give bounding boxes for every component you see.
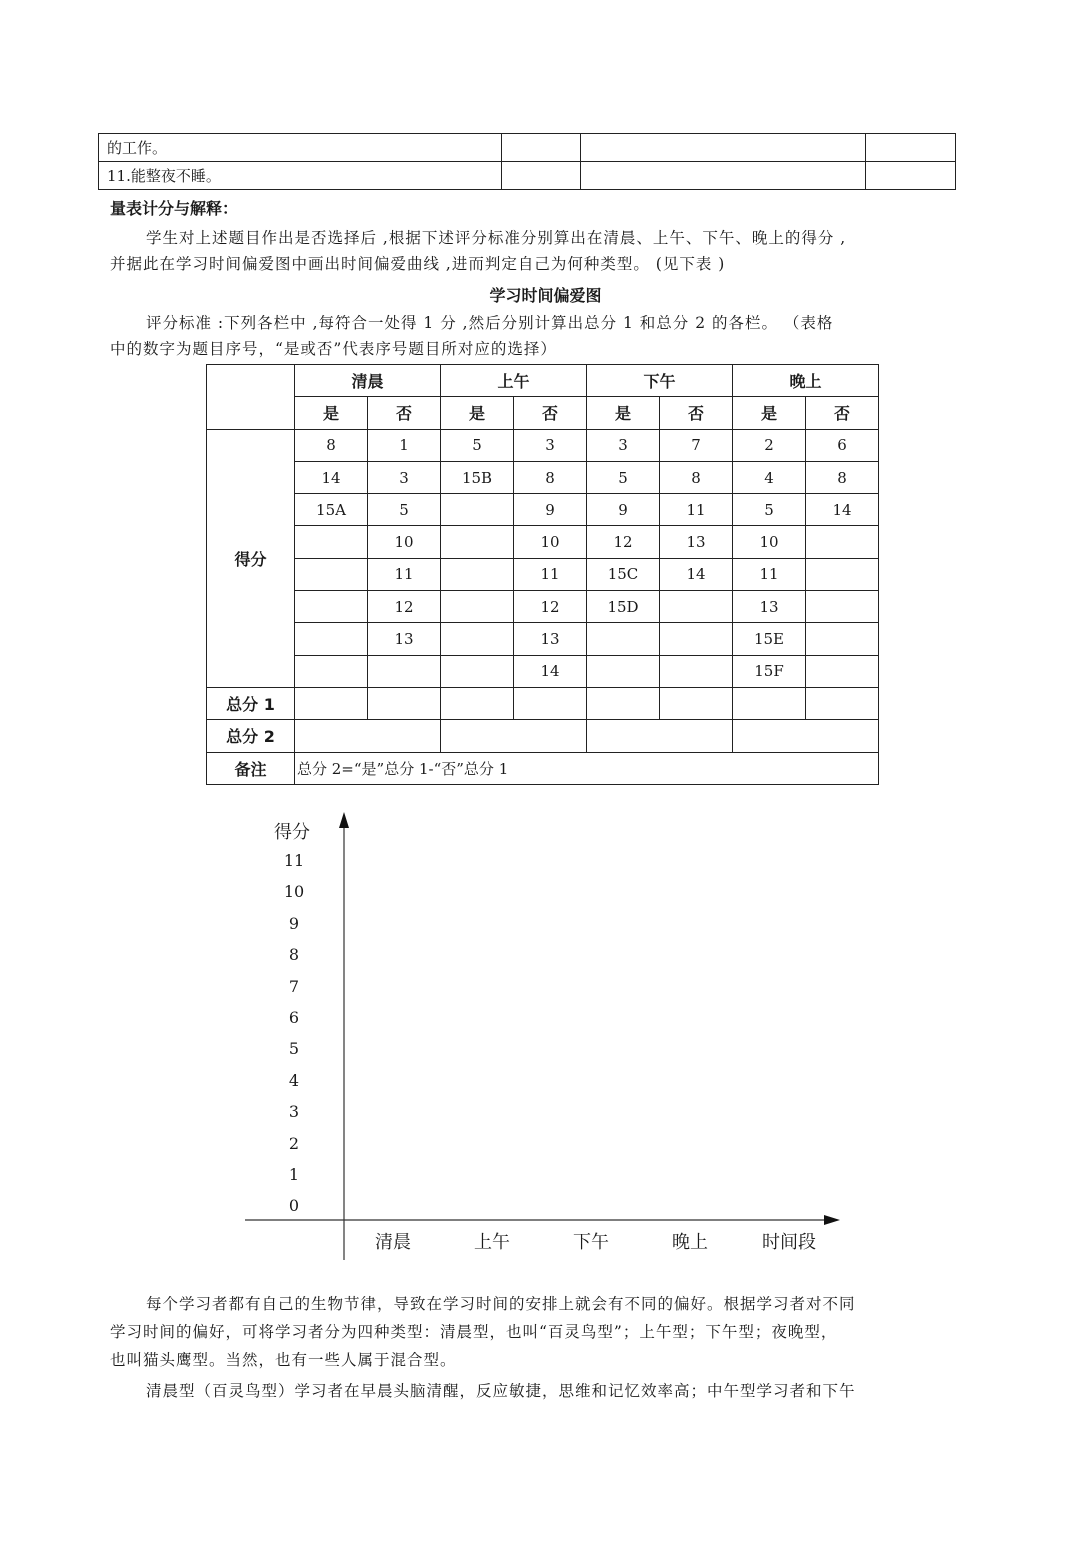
period-header: 清晨: [295, 365, 441, 397]
x-tick-label: 下午: [573, 1232, 609, 1253]
score-cell: 15A: [295, 494, 368, 526]
y-tick-label: 8: [288, 945, 300, 965]
yes-header: 是: [733, 397, 806, 429]
y-tick-label: 5: [288, 1039, 300, 1059]
criteria-line-1: 评分标准 :下列各栏中 ,每符合一处得 1 分 ,然后分别计算出总分 1 和总分 2 的各栏。 （表格: [146, 314, 834, 332]
score-cell: 11: [733, 558, 806, 590]
score-cell: 12: [587, 526, 660, 558]
yes-header: 是: [587, 397, 660, 429]
x-axis-arrow: [824, 1215, 840, 1225]
score-cell: 5: [368, 494, 441, 526]
y-tick-label: 10: [283, 882, 305, 902]
score-cell: 15B: [441, 461, 514, 493]
period-header: 晚上: [733, 365, 879, 397]
score-cell: 2: [733, 429, 806, 461]
score-cell: 14: [660, 558, 733, 590]
score-cell: 5: [587, 461, 660, 493]
score-cell: 10: [368, 526, 441, 558]
figure-title: 学习时间偏爱图: [489, 286, 602, 305]
section-title: 量表计分与解释：: [110, 199, 239, 218]
no-header: 否: [660, 397, 733, 429]
score-cell: 10: [514, 526, 587, 558]
score-cell: 12: [514, 591, 587, 623]
intro-line-2: 并据此在学习时间偏爱图中画出时间偏爱曲线 ,进而判定自己为何种类型。 (见下表 ): [110, 255, 726, 273]
body-para1-line1: 每个学习者都有自己的生物节律，导致在学习时间的安排上就会有不同的偏好。根据学习者对不同: [146, 1295, 856, 1313]
score-cell: 11: [660, 494, 733, 526]
y-tick-label: 2: [288, 1133, 300, 1153]
score-cell: 8: [295, 429, 368, 461]
y-tick-label: 4: [288, 1070, 300, 1090]
total1-label: 总分 1: [207, 687, 295, 719]
y-tick-label: 3: [288, 1102, 300, 1122]
score-cell: 15E: [733, 623, 806, 655]
score-cell: 13: [514, 623, 587, 655]
score-cell: 13: [733, 591, 806, 623]
y-axis-label: 得分: [274, 822, 310, 843]
score-cell: 13: [660, 526, 733, 558]
no-header: 否: [368, 397, 441, 429]
period-header: 上午: [441, 365, 587, 397]
score-cell: 15C: [587, 558, 660, 590]
score-cell: 11: [514, 558, 587, 590]
y-tick-label: 6: [288, 1008, 300, 1027]
no-header: 否: [514, 397, 587, 429]
score-label: 得分: [207, 429, 295, 687]
body-para2-line1: 清晨型（百灵鸟型）学习者在早晨头脑清醒，反应敏捷，思维和记忆效率高；中午型学习者和下午: [146, 1382, 856, 1400]
body-para1-line2: 学习时间的偏好，可将学习者分为四种类型：清晨型，也叫“百灵鸟型”；上午型；下午型；夜晚型，: [110, 1323, 838, 1341]
score-cell: 8: [806, 461, 879, 493]
score-cell: 14: [295, 461, 368, 493]
y-tick-label: 9: [288, 913, 300, 933]
y-tick-label: 0: [288, 1196, 300, 1216]
x-axis-label: 时间段: [762, 1232, 816, 1253]
period-header: 下午: [587, 365, 733, 397]
body-para1-line3: 也叫猫头鹰型。当然，也有一些人属于混合型。: [110, 1351, 457, 1369]
y-tick-label: 7: [288, 976, 300, 996]
yes-header: 是: [441, 397, 514, 429]
score-cell: 8: [660, 461, 733, 493]
question-text: 11.能整夜不睡。: [99, 162, 502, 190]
score-cell: 9: [587, 494, 660, 526]
note-label: 备注: [207, 752, 295, 784]
x-tick-label: 上午: [474, 1232, 510, 1253]
score-cell: 3: [587, 429, 660, 461]
x-tick-label: 晚上: [672, 1232, 708, 1253]
x-tick-label: 清晨: [375, 1232, 411, 1253]
score-cell: 3: [514, 429, 587, 461]
total2-label: 总分 2: [207, 720, 295, 752]
no-header: 否: [806, 397, 879, 429]
score-cell: 14: [806, 494, 879, 526]
score-cell: 15F: [733, 655, 806, 687]
y-tick-label: 1: [288, 1165, 300, 1184]
criteria-line-2: 中的数字为题目序号，“是或否”代表序号题目所对应的选择）: [110, 340, 557, 358]
score-cell: 3: [368, 461, 441, 493]
score-cell: 15D: [587, 591, 660, 623]
score-cell: 5: [733, 494, 806, 526]
score-cell: 13: [368, 623, 441, 655]
score-cell: 9: [514, 494, 587, 526]
score-cell: 14: [514, 655, 587, 687]
intro-line-1: 学生对上述题目作出是否选择后 ,根据下述评分标准分别算出在清晨、上午、下午、晚上的得分 ,: [146, 229, 847, 247]
score-cell: 11: [368, 558, 441, 590]
score-cell: 6: [806, 429, 879, 461]
question-text: 的工作。: [99, 134, 502, 162]
y-axis-arrow: [339, 812, 349, 828]
score-cell: 12: [368, 591, 441, 623]
score-cell: 1: [368, 429, 441, 461]
score-cell: 8: [514, 461, 587, 493]
yes-header: 是: [295, 397, 368, 429]
score-cell: 7: [660, 429, 733, 461]
score-cell: 4: [733, 461, 806, 493]
score-cell: 5: [441, 429, 514, 461]
score-cell: 10: [733, 526, 806, 558]
y-tick-label: 11: [283, 851, 305, 870]
note-text: 总分 2=“是”总分 1-“否”总分 1: [295, 752, 879, 784]
